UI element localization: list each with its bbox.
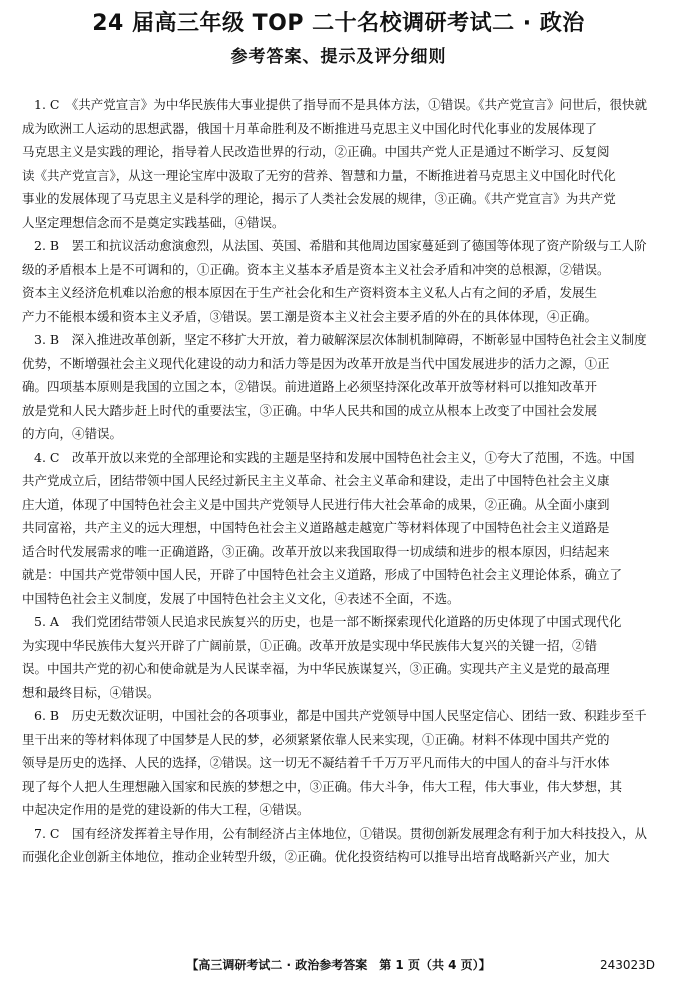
- answer-list: [12, 93, 664, 869]
- answer-item: [12, 234, 664, 328]
- answer-line: 3. B 深入推进改革创新，坚定不移扩大开放，着力破解深层次体制机制障碍，不断彰显中国特色社会主义制度: [34, 332, 647, 347]
- answer-line: 马克思主义是实践的理论，指导着人民改造世界的行动，②正确。中国共产党人正是通过不断学习、反复阅: [22, 144, 610, 159]
- answer-line: 里干出来的等材料体现了中国梦是人民的梦，必须紧紧依靠人民来实现，①正确。材料不体现中国共产党的: [22, 731, 610, 747]
- answer-item: [12, 328, 664, 446]
- page-footer: [0, 955, 677, 975]
- answer-line: 确。四项基本原则是我国的立国之本，②错误。前进道路上必须坚持深化改革开放等材料可以推知改革开: [22, 379, 598, 394]
- answer-item: [12, 93, 664, 234]
- footer-code: 243023D: [599, 958, 655, 972]
- answer-line: 产力不能根本缓和资本主义矛盾，③错误。罢工潮是资本主义社会主要矛盾的外在的具体体现，④正确。: [22, 308, 598, 324]
- answer-line: 的方向，④错误。: [22, 426, 123, 441]
- answer-line: 共同富裕，共产主义的远大理想，中国特色社会主义道路越走越宽广等材料体现了中国特色社会主义道路是: [22, 520, 610, 535]
- answer-line: 领导是历史的选择、人民的选择，②错误。这一切无不凝结着千千万万平凡而伟大的中国人的奋斗与汗水体: [22, 755, 610, 770]
- answer-line: 共产党成立后，团结带领中国人民经过新民主主义革命、社会主义革命和建设，走出了中国特色社会主义康: [22, 473, 610, 488]
- answer-line: 放是党和人民大踏步赶上时代的重要法宝，③正确。中华人民共和国的成立从根本上改变了中国社会发展: [22, 402, 598, 418]
- answer-line: 读《共产党宣言》，从这一理论宝库中汲取了无穷的营养、智慧和力量，不断推进着马克思主义中国化时代化: [22, 167, 616, 183]
- answer-line: 资本主义经济危机难以治愈的根本原因在于生产社会化和生产资料资本主义私人占有之间的矛盾，发展生: [22, 285, 598, 300]
- answer-line: 误。中国共产党的初心和使命就是为人民谋幸福，为中华民族谋复兴，③正确。实现共产主义是党的最高理: [22, 661, 610, 676]
- page-subtitle: 参考答案、提示及评分细则: [230, 47, 447, 67]
- answer-line: 适合时代发展需求的唯一正确道路，③正确。改革开放以来我国取得一切成绩和进步的根本原因，归结起来: [22, 543, 610, 559]
- answer-line: 6. B 历史无数次证明，中国社会的各项事业，都是中国共产党领导中国人民坚定信心、团结一致、积跬步至千: [34, 708, 647, 723]
- answer-line: 5. A 我们党团结带领人民追求民族复兴的历史，也是一部不断探索现代化道路的历史体现了中国式现代化: [34, 614, 622, 629]
- answer-item: [12, 704, 664, 822]
- answer-line: 2. B 罢工和抗议活动愈演愈烈，从法国、英国、希腊和其他周边国家蔓延到了德国等体现了资产阶级与工人阶: [34, 238, 647, 253]
- answer-line: 中起决定作用的是党的建设新的伟大工程，④错误。: [22, 802, 310, 817]
- answer-line: 级的矛盾根本上是不可调和的，①正确。资本主义基本矛盾是资本主义社会矛盾和冲突的总根源，②错误。: [22, 261, 610, 277]
- answer-line: 优势，不断增强社会主义现代化建设的动力和活力等是因为改革开放是当代中国发展进步的活力之源，①正: [22, 355, 610, 371]
- answer-line: 人坚定理想信念而不是奠定实践基础，④错误。: [22, 214, 285, 230]
- answer-item: [12, 446, 664, 611]
- answer-line: 就是：中国共产党带领中国人民，开辟了中国特色社会主义道路，形成了中国特色社会主义理论体系，确立了: [22, 567, 623, 582]
- answer-line: 事业的发展体现了马克思主义是科学的理论，揭示了人类社会发展的规律，③正确。《共产党宣言》为共产党: [22, 191, 616, 206]
- answer-line: 1. C 《共产党宣言》为中华民族伟大事业提供了指导而不是具体方法，①错误。《共产党宣言》问世后，很快就: [34, 97, 647, 112]
- answer-line: 中国特色社会主义制度，发展了中国特色社会主义文化，④表述不全面，不选。: [22, 590, 460, 606]
- footer-label: 【高三调研考试二 · 政治参考答案 第 1 页（共 4 页）】: [186, 958, 491, 972]
- answer-line: 想和最终目标，④错误。: [22, 684, 160, 700]
- answer-line: 现了每个人把人生理想融入国家和民族的梦想之中，③正确。伟大斗争，伟大工程，伟大事业，伟大梦想，其: [22, 778, 623, 794]
- answer-line: 为实现中华民族伟大复兴开辟了广阔前景，①正确。改革开放是实现中华民族伟大复兴的关键一招，②错: [22, 637, 598, 653]
- answer-line: 4. C 改革开放以来党的全部理论和实践的主题是坚持和发展中国特色社会主义，①夸大了范围，不选。中国: [34, 449, 635, 465]
- answer-line: 庄大道，体现了中国特色社会主义是中国共产党领导人民进行伟大社会革命的成果，②正确。从全面小康到: [22, 496, 610, 512]
- answer-item: [12, 610, 664, 704]
- answer-line: 而强化企业创新主体地位，推动企业转型升级，②正确。优化投资结构可以推导出培育战略新兴产业，加大: [22, 849, 610, 864]
- answer-item: [12, 822, 664, 869]
- page-title: 24 届高三年级 TOP 二十名校调研考试二 · 政治: [92, 11, 585, 36]
- answer-line: 成为欧洲工人运动的思想武器，俄国十月革命胜利及不断推进马克思主义中国化时代化事业的发展体现了: [22, 120, 598, 136]
- answer-line: 7. C 国有经济发挥着主导作用，公有制经济占主体地位，①错误。贯彻创新发展理念有利于加大科技投入，从: [34, 825, 647, 841]
